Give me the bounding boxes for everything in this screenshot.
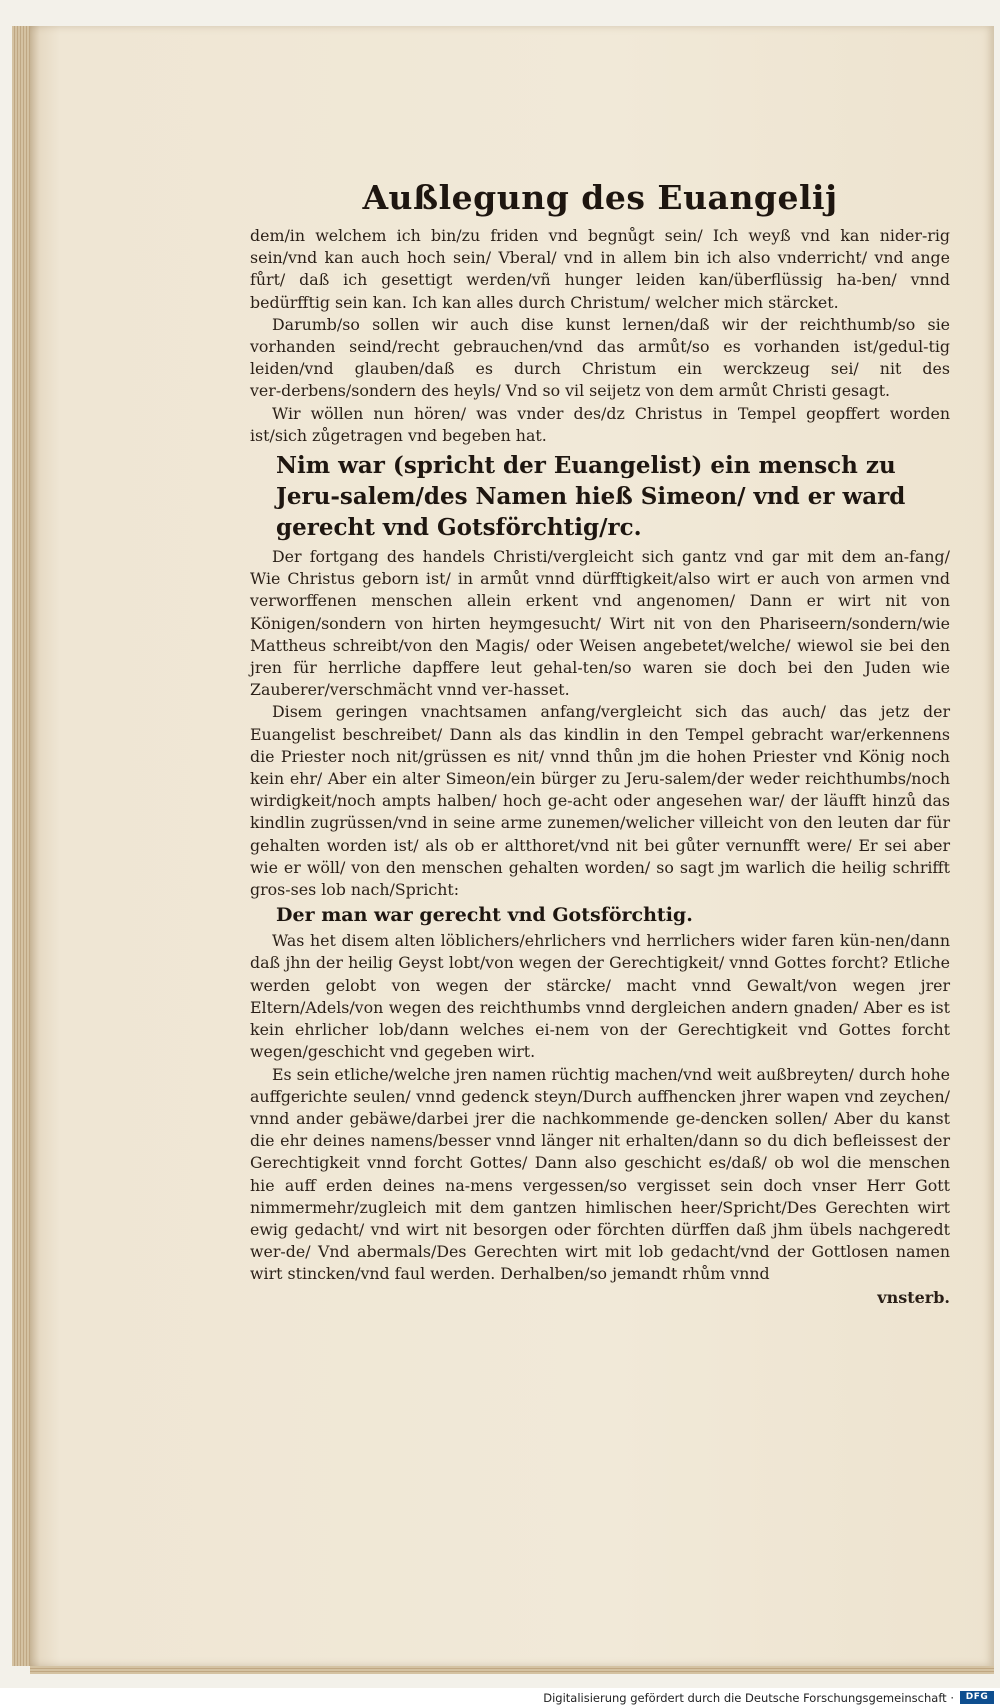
catchword: vnsterb. [877,1287,950,1307]
running-head: Außlegung des Euangelij [362,178,838,217]
paragraph: dem/in welchem ich bin/zu friden vnd begnůgt sein/ Ich weyß vnd kan nider‑rig sein/vnd kan auch hoch sein/ Vberal/ vnd in allem bin ich also vnderricht/ vnd ange fůrt/ daß ich gesettigt werden/vñ hunger leiden kan/überflüssig ha‑ben/ vnnd bedürfftig sein kan. Ich kan alles durch Christum/ welcher mich stärcket. [250,226,950,312]
paragraph: Wir wöllen nun hören/ was vnder des/dz Christus in Tempel geopffert worden ist/sich zůgetragen vnd begeben hat. [250,403,950,445]
scripture-quote: Nim war (spricht der Euangelist) ein mensch zu Jeru‑salem/des Namen hieß Simeon/ vnd er ward gerecht vnd Gotsförchtig/rc. [276,452,906,542]
digitization-footer [0,1688,1000,1708]
paragraph: Disem geringen vnachtsamen anfang/vergleicht sich das auch/ das jetz der Euangelist beschreibet/ Dann als das kindlin in den Tempel gebracht war/erkennens die Priester noch nit/grüssen es nit/ vnnd thůn jm die hohen Priester vnd König noch kein ehr/ Aber ein alter Simeon/ein bürger zu Jeru‑salem/der weder reichthumbs/noch wirdigkeit/noch ampts halben/ hoch ge‑acht oder angesehen war/ der läufft hinzů das kindlin zugrüssen/vnd in seine arme zunemen/welicher villeicht von den leuten dar für gehalten worden ist/ als ob er altthoret/vnd nit bei gůter vernunfft were/ Er sei aber wie er wöll/ von den menschen gehalten worden/ so sagt jm warlich die heilig schrifft gros‑ses lob nach/Spricht: [250,702,950,900]
dfg-logo-icon: DFG [960,1691,994,1704]
paragraph: Was het disem alten löblichers/ehrlichers vnd herrlichers wider faren kün‑nen/dann daß jhn der heilig Geyst lobt/von wegen der Gerechtigkeit/ vnnd Gottes forcht? Etliche werden gelobt von wegen der stärcke/ macht vnnd Gewalt/von wegen jrer Eltern/Adels/von wegen des reichthumbs vnnd dergleichen andern gnaden/ Aber es ist kein ehrlicher lob/dann welches ei‑nem von der Gerechtigkeit vnd Gottes forcht wegen/geschicht vnd gegeben wirt. [250,931,950,1062]
paragraph: Der fortgang des handels Christi/vergleicht sich gantz vnd gar mit dem an‑fang/ Wie Christus geborn ist/ in armůt vnnd dürfftigkeit/also wirt er auch von armen vnd verworffenen menschen allein erkent vnd angenomen/ Dann er wirt nit von Königen/sondern von hirten heymgesucht/ Wirt nit von den Phariseern/sondern/wie Mattheus schreibt/von den Magis/ oder Weisen angebetet/welche/ wiewol sie bei den jren für herrliche dapffere leut gehal‑ten/so waren sie doch bei den Juden wie Zauberer/verschmächt vnnd ver‑hasset. [250,547,950,700]
page-text [250,178,950,1307]
paragraph: Es sein etliche/welche jren namen rüchtig machen/vnd weit außbreyten/ durch hohe auffgerichte seulen/ vnnd gedenck steyn/Durch auffhencken jhrer wapen vnd zeychen/ vnnd ander gebäwe/darbei jrer die nachkommende ge‑dencken sollen/ Aber du kanst die ehr deines namens/besser vnnd länger nit erhalten/dann so du dich befleissest der Gerechtigkeit vnnd forcht Gottes/ Dann also geschicht es/daß/ ob wol die menschen hie auff erden deines na‑mens vergessen/so vergisset sein doch vnser Herr Gott nimmermehr/zugleich mit dem gantzen himlischen heer/Spricht/Des Gerechten wirt ewig gedacht/ vnd wirt nit besorgen oder förchten dürffen daß jhm übels nachgeredt wer‑de/ Vnd abermals/Des Gerechten wirt mit lob gedacht/vnd der Gottlosen namen wirt stincken/vnd faul werden. Derhalben/so jemandt rhům vnnd [250,1064,950,1284]
funding-notice: Digitalisierung gefördert durch die Deutsche Forschungsgemeinschaft · [543,1691,954,1705]
paragraph: Darumb/so sollen wir auch dise kunst lernen/daß wir der reichthumb/so sie vorhanden seind/recht gebrauchen/vnd das armůt/so es vorhanden ist/gedul‑tig leiden/vnd glauben/daß es durch Christum ein werckzeug sei/ nit des ver‑derbens/sondern des heyls/ Vnd so vil seijetz von dem armůt Christi gesagt. [250,314,950,401]
scripture-quote: Der man war gerecht vnd Gotsförchtig. [276,904,693,927]
